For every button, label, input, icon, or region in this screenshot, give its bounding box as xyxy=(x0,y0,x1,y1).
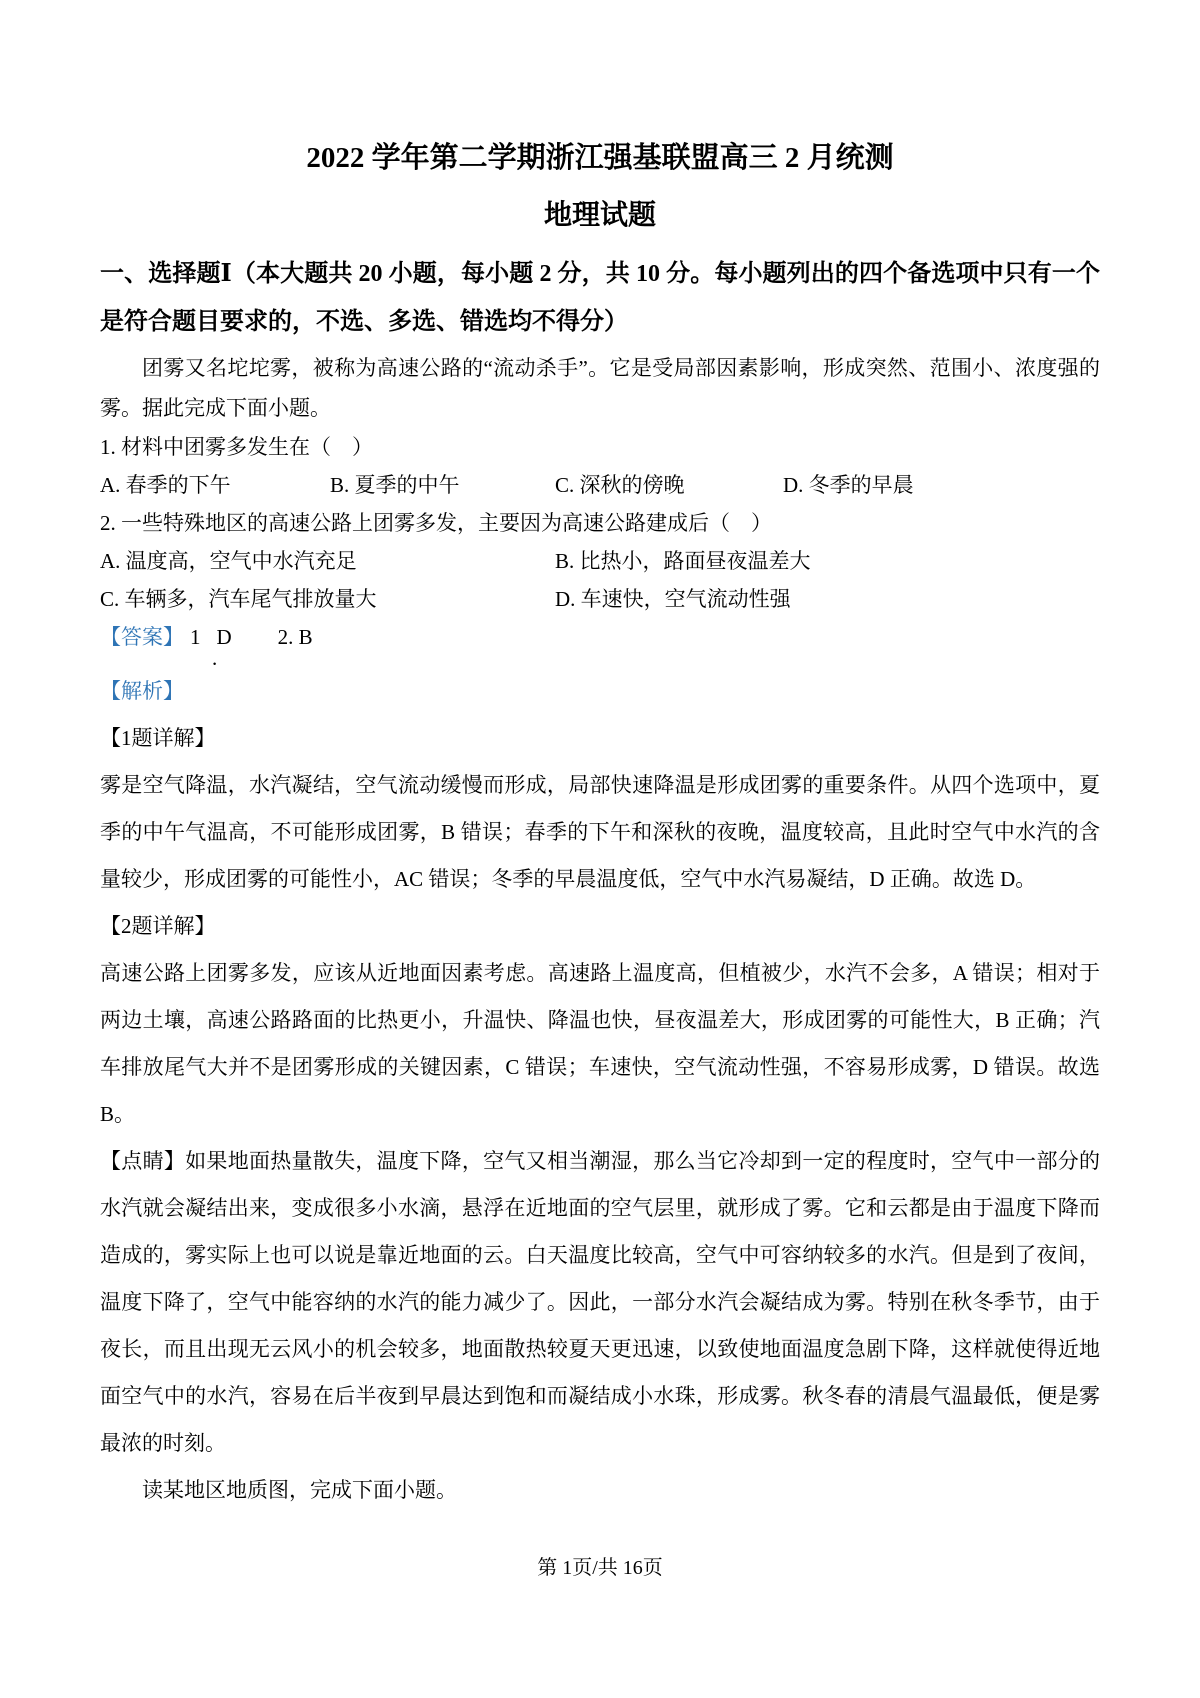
answer-line xyxy=(100,618,1100,668)
detail-2-text: 高速公路上团雾多发，应该从近地面因素考虑。高速路上温度高，但植被少，水汽不会多，A 错误；相对于两边土壤，高速公路路面的比热更小，升温快、降温也快，昼夜温差大，形成团雾的可能性大，B 正确；汽车排放尾气大并不是团雾形成的关键因素，C 错误；车速快，空气流动性强，不容易形成雾，D 错误。故选 B。 xyxy=(100,961,1100,1126)
question-1-option-d: D. 冬季的早晨 xyxy=(783,473,914,497)
answer-1-value: D xyxy=(216,625,232,649)
question-2-options-row-1 xyxy=(100,542,1100,580)
answer-question-number: 1 xyxy=(190,625,201,649)
answer-label: 【答案】 xyxy=(100,625,184,649)
detail-2-heading: 【2题详解】 xyxy=(100,914,216,938)
page-subtitle: 地理试题 xyxy=(543,200,656,231)
question-2-option-d: D. 车速快，空气流动性强 xyxy=(555,587,791,611)
passage-text: 团雾又名坨坨雾，被称为高速公路的“流动杀手”。它是受局部因素影响，形成突然、范围小、浓度强的雾。据此完成下面小题。 xyxy=(100,356,1100,420)
answer-2-value: 2. B xyxy=(277,625,313,649)
question-1-option-c: C. 深秋的傍晚 xyxy=(555,473,685,497)
page-content xyxy=(100,0,1100,1514)
analysis-block xyxy=(100,668,1100,1467)
tip-label: 【点睛】 xyxy=(100,1149,186,1173)
tip-paragraph xyxy=(100,1138,1100,1467)
page-number-footer: 第 1页/共 16页 xyxy=(537,1557,663,1579)
section-heading: 一、选择题Ⅰ（本大题共 20 小题，每小题 2 分，共 10 分。每小题列出的四个备选项中只有一个是符合题目要求的，不选、多选、错选均不得分） xyxy=(100,261,1100,335)
question-2-option-a: A. 温度高，空气中水汽充足 xyxy=(100,549,357,573)
analysis-label: 【解析】 xyxy=(100,679,184,703)
question-1-stem: 1. 材料中团雾多发生在（ ） xyxy=(100,435,373,459)
detail-1-text: 雾是空气降温，水汽凝结，空气流动缓慢而形成，局部快速降温是形成团雾的重要条件。从四个选项中，夏季的中午气温高，不可能形成团雾，B 错误；春季的下午和深秋的夜晚，温度较高，且此时空气中水汽的含量较少，形成团雾的可能性小，AC 错误；冬季的早晨温度低，空气中水汽易凝结，D 正确。故选 D。 xyxy=(100,773,1100,891)
question-1-options xyxy=(100,466,1100,504)
question-2-options-row-2 xyxy=(100,580,1100,618)
stray-period: . xyxy=(212,646,218,670)
question-1-option-a: A. 春季的下午 xyxy=(100,473,231,497)
detail-1-heading: 【1题详解】 xyxy=(100,726,216,750)
question-2-stem: 2. 一些特殊地区的高速公路上团雾多发，主要因为高速公路建成后（ ） xyxy=(100,511,772,535)
passage-2-text: 读某地区地质图，完成下面小题。 xyxy=(142,1478,457,1502)
tip-text: 如果地面热量散失，温度下降，空气又相当潮湿，那么当它冷却到一定的程度时，空气中一部分的水汽就会凝结出来，变成很多小水滴，悬浮在近地面的空气层里，就形成了雾。它和云都是由于温度下降而造成的，雾实际上也可以说是靠近地面的云。白天温度比较高，空气中可容纳较多的水汽。但是到了夜间，温度下降了，空气中能容纳的水汽的能力减少了。因此，一部分水汽会凝结成为雾。特别在秋冬季节，由于夜长，而且出现无云风小的机会较多，地面散热较夏天更迅速，以致使地面温度急剧下降，这样就使得近地面空气中的水汽，容易在后半夜到早晨达到饱和而凝结成小水珠，形成雾。秋冬春的清晨气温最低，便是雾最浓的时刻。 xyxy=(100,1149,1101,1455)
question-2-option-b: B. 比热小，路面昼夜温差大 xyxy=(555,549,811,573)
page-title: 2022 学年第二学期浙江强基联盟高三 2 月统测 xyxy=(306,142,894,174)
question-2-option-c: C. 车辆多，汽车尾气排放量大 xyxy=(100,587,377,611)
question-1-option-b: B. 夏季的中午 xyxy=(330,473,460,497)
